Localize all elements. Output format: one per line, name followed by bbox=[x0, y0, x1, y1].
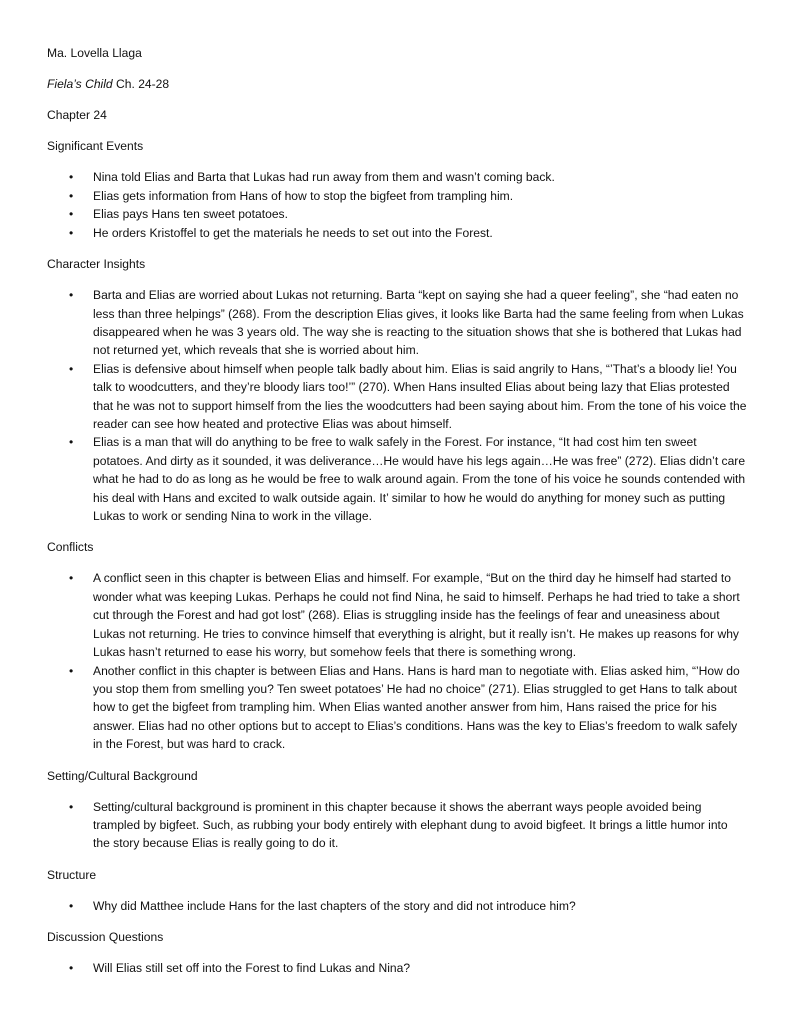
list-item-text: Nina told Elias and Barta that Lukas had run away from them and wasn’t coming back. bbox=[93, 170, 555, 185]
section-heading-significant-events: Significant Events bbox=[47, 139, 144, 154]
list-item bbox=[47, 798, 747, 853]
section-heading-setting: Setting/Cultural Background bbox=[47, 768, 198, 783]
bullet-icon: • bbox=[69, 170, 74, 185]
section-heading-discussion-questions: Discussion Questions bbox=[47, 930, 164, 945]
section-heading-structure: Structure bbox=[47, 867, 97, 882]
bullet-icon: • bbox=[69, 207, 74, 222]
list-item-text: A conflict seen in this chapter is between Elias and himself. For example, “But on the third day he himself had started to wonder what was keeping Lukas. Perhaps he could not find Nina, he said to himself. Perhaps he had tried to take a short cut through the Forest and had got lost” (268). Elias is struggling inside has the feelings of fear and uneasiness about Lukas not returning. He tries to convince himself that everything is alright, but it really isn’t. He makes up reasons for why Lukas hasn’t returned to ease his worry, but somehow feels that there is something wrong. bbox=[93, 571, 740, 660]
setting-list bbox=[47, 798, 747, 853]
list-item bbox=[47, 662, 747, 754]
book-chapters: Ch. 24-28 bbox=[112, 77, 170, 92]
list-item-text: Will Elias still set off into the Forest to find Lukas and Nina? bbox=[93, 961, 411, 976]
list-item-text: Elias gets information from Hans of how to stop the bigfeet from trampling him. bbox=[93, 188, 514, 203]
document-page bbox=[47, 44, 747, 991]
chapter-heading: Chapter 24 bbox=[47, 108, 107, 123]
bullet-icon: • bbox=[69, 361, 74, 376]
list-item bbox=[47, 224, 747, 242]
list-item-text: Why did Matthee include Hans for the last chapters of the story and did not introduce him? bbox=[93, 898, 576, 913]
book-line bbox=[47, 75, 747, 93]
bullet-icon: • bbox=[69, 288, 74, 303]
list-item-text: He orders Kristoffel to get the materials he needs to set out into the Forest. bbox=[93, 225, 493, 240]
list-item bbox=[47, 168, 747, 186]
section-heading-character-insights: Character Insights bbox=[47, 257, 146, 271]
list-item-text: Elias pays Hans ten sweet potatoes. bbox=[93, 207, 288, 222]
list-item bbox=[47, 205, 747, 223]
bullet-icon: • bbox=[69, 435, 74, 450]
list-item bbox=[47, 187, 747, 205]
bullet-icon: • bbox=[69, 898, 74, 913]
list-item bbox=[47, 959, 747, 977]
list-item-text: Another conflict in this chapter is between Elias and Hans. Hans is hard man to negotiate with. Elias asked him, “’How do you stop them from smelling you? Ten sweet potatoes’ He had no choice” (271). Elias struggled to get Hans to talk about how to get the bigfeet from trampling him. When Elias wanted another answer from him, Hans raised the price for his answer. Elias had no other options but to accept to Elias’s conditions. Hans was the key to Elias’s freedom to walk safely in the Forest, but was hard to crack. bbox=[93, 663, 740, 752]
book-title: Fiela’s Child bbox=[47, 77, 113, 92]
list-item-text: Elias is a man that will do anything to be free to walk safely in the Forest. For instance, “It had cost him ten sweet potatoes. And dirty as it sounded, it was deliverance…He would have his legs again…He was free” (272). Elias didn’t care what he had to do as long as he would be free to walk around again. From the tone of his voice he sounds contended with his deal with Hans and excited to walk outside again. It’ similar to how he would do anything for money such as putting Lukas to work or sending Nina to work in the village. bbox=[93, 435, 746, 523]
section-heading-conflicts: Conflicts bbox=[47, 540, 94, 555]
list-item bbox=[47, 286, 747, 360]
bullet-icon: • bbox=[69, 571, 74, 586]
structure-list bbox=[47, 897, 747, 915]
bullet-icon: • bbox=[69, 225, 74, 240]
list-item-text: Elias is defensive about himself when people talk badly about him. Elias is said angrily to Hans, “’That’s a bloody lie! You talk to woodcutters, and they’re bloody liars too!’” (270). When Hans insulted Elias about being lazy that Elias protested that he was not to support himself from the lies the woodcutters had been saying about him. From the tone of his voice the reader can see how heated and protective Elias was about himself. bbox=[93, 361, 747, 431]
bullet-icon: • bbox=[69, 188, 74, 203]
list-item bbox=[47, 433, 747, 525]
list-item bbox=[47, 897, 747, 915]
list-item bbox=[47, 569, 747, 661]
bullet-icon: • bbox=[69, 663, 74, 678]
conflicts-list bbox=[47, 569, 747, 753]
list-item-text: Barta and Elias are worried about Lukas not returning. Barta “kept on saying she had a queer feeling”, she “had eaten no less than three helpings” (268). From the description Elias gives, it looks like Barta had the same feeling from when Lukas disappeared when he was 3 years old. The way she is reacting to the situation shows that she is bothered that Lukas had not returned yet, which reveals that she is worried about him. bbox=[93, 288, 744, 358]
significant-events-list bbox=[47, 168, 747, 242]
bullet-icon: • bbox=[69, 961, 74, 976]
list-item-text: Setting/cultural background is prominent in this chapter because it shows the aberrant ways people avoided being trampled by bigfeet. Such, as rubbing your body entirely with elephant dung to avoid bigfeet. It brings a little humor into the story because Elias is really going to do it. bbox=[93, 799, 728, 851]
discussion-questions-list bbox=[47, 959, 747, 977]
bullet-icon: • bbox=[69, 799, 74, 814]
character-insights-list bbox=[47, 286, 747, 525]
list-item bbox=[47, 360, 747, 434]
author-name: Ma. Lovella Llaga bbox=[47, 46, 142, 60]
